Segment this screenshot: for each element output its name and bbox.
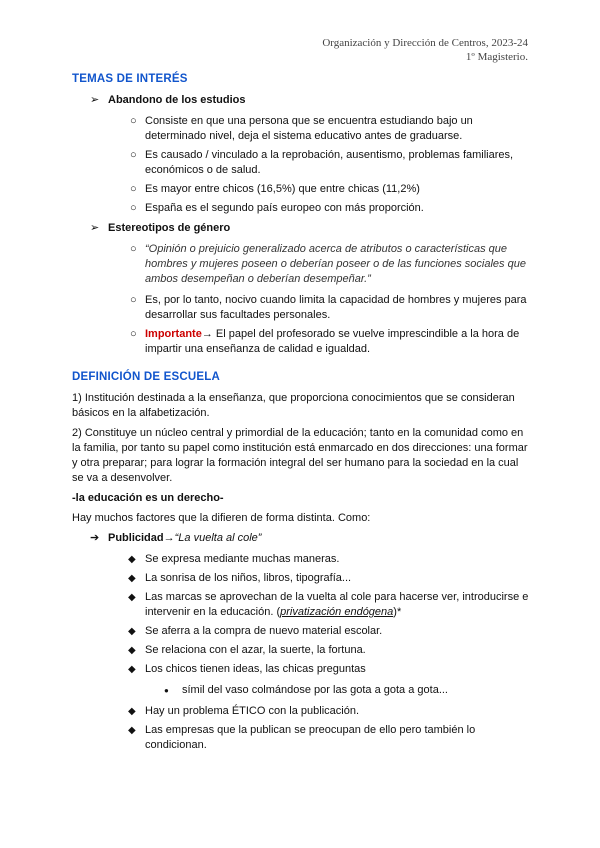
- circle-bullet-icon: ○: [130, 149, 137, 161]
- important-label: Importante: [145, 328, 202, 340]
- topic-title: Abandono de los estudios: [108, 94, 246, 106]
- list-item: [72, 662, 532, 677]
- publicidad-label: Publicidad: [108, 532, 164, 544]
- definition-paragraph-1: 1) Institución destinada a la enseñanza, que proporciona conocimientos que se consideran básicos en la alfabetización.: [72, 392, 515, 419]
- definition-quote: “Opinión o prejuicio generalizado acerca de atributos o características que hombres y mujeres poseen o deberían poseer o de las funciones sociales que ambos desempeñan o deberían desempeñar.”: [145, 243, 526, 285]
- arrow-marker-icon: ➢: [90, 94, 100, 106]
- list-item: [72, 201, 532, 216]
- list-item-text: España es el segundo país europeo con más proporción.: [145, 202, 424, 214]
- factores-intro: Hay muchos factores que la difieren de forma distinta. Como:: [72, 512, 371, 524]
- publicidad-quote: “La vuelta al cole”: [174, 532, 262, 544]
- circle-bullet-icon: ○: [130, 243, 137, 255]
- list-item-text: Se aferra a la compra de nuevo material escolar.: [145, 625, 383, 637]
- privatizacion-link: privatización endógena: [280, 606, 394, 618]
- diamond-bullet-icon: ◆: [128, 554, 136, 565]
- list-item: [72, 552, 532, 567]
- list-item-text: Se expresa mediante muchas maneras.: [145, 553, 340, 565]
- arrow-marker-icon: ➢: [90, 222, 100, 234]
- marcas-end: )*: [393, 606, 402, 618]
- list-item: [72, 242, 532, 287]
- circle-bullet-icon: ○: [130, 202, 137, 214]
- document-body: [72, 72, 532, 753]
- list-item-text: Es causado / vinculado a la reprobación, ausentismo, problemas familiares, económicos o de salud.: [145, 149, 514, 176]
- topic-heading: [72, 221, 532, 236]
- circle-bullet-icon: ○: [130, 328, 137, 340]
- list-item-text: Los chicos tienen ideas, las chicas preguntas: [145, 663, 366, 675]
- circle-bullet-icon: ○: [130, 115, 137, 127]
- publicidad-heading: [72, 531, 532, 546]
- list-item: [72, 182, 532, 197]
- etico-text: Hay un problema ÉTICO con la publicación.: [145, 705, 359, 717]
- circle-bullet-icon: ○: [130, 183, 137, 195]
- list-item: [72, 327, 532, 357]
- sub-list-item: [72, 683, 532, 698]
- list-item: [72, 590, 532, 620]
- empresas-text: Las empresas que la publican se preocupan de ello pero también lo condicionan.: [145, 724, 476, 751]
- diamond-bullet-icon: ◆: [128, 725, 136, 736]
- diamond-bullet-icon: ◆: [128, 706, 136, 717]
- list-item: [72, 723, 532, 753]
- marcas-text: Las marcas se aprovechan de la vuelta al cole para hacerse ver, introducirse e intervenir en la educación. (: [145, 591, 529, 618]
- diamond-bullet-icon: ◆: [128, 626, 136, 637]
- diamond-bullet-icon: ◆: [128, 664, 136, 675]
- section-title-definicion: DEFINICIÓN DE ESCUELA: [72, 371, 220, 383]
- list-item-text: La sonrisa de los niños, libros, tipografía...: [145, 572, 352, 584]
- derecho-note: -la educación es un derecho-: [72, 492, 224, 504]
- list-item: [72, 624, 532, 639]
- list-item: [72, 114, 532, 144]
- list-item: [72, 704, 532, 719]
- bold-arrow-icon: ➔: [90, 532, 100, 544]
- list-item-text: Es, por lo tanto, nocivo cuando limita la capacidad de hombres y mujeres para desarrollar sus facultades personales.: [145, 294, 527, 321]
- topic-heading: [72, 93, 532, 108]
- document-header: [322, 36, 528, 64]
- topic-title: Estereotipos de género: [108, 222, 231, 234]
- diamond-bullet-icon: ◆: [128, 645, 136, 656]
- diamond-bullet-icon: ◆: [128, 592, 136, 603]
- list-item-text: Se relaciona con el azar, la suerte, la fortuna.: [145, 644, 366, 656]
- simil-text: símil del vaso colmándose por las gota a gota a gota...: [182, 684, 448, 696]
- section-title-temas: TEMAS DE INTERÉS: [72, 73, 188, 85]
- publicidad-list: [72, 552, 532, 753]
- circle-bullet-icon: ○: [130, 294, 137, 306]
- important-text: El papel del profesorado se vuelve imprescindible a la hora de impartir una enseñanza de calidad e igualdad.: [145, 328, 520, 355]
- list-item: [72, 571, 532, 586]
- diamond-bullet-icon: ◆: [128, 573, 136, 584]
- course-level: 1º Magisterio.: [465, 51, 528, 63]
- right-arrow-icon: →: [163, 532, 175, 544]
- list-item: [72, 148, 532, 178]
- list-item: [72, 293, 532, 323]
- dot-bullet-icon: ●: [164, 686, 169, 695]
- course-title: Organización y Dirección de Centros, 2023-24: [322, 37, 528, 49]
- right-arrow-icon: →: [201, 328, 213, 340]
- list-item-text: Consiste en que una persona que se encuentra estudiando bajo un determinado nivel, deja el sistema educativo antes de graduarse.: [145, 115, 473, 142]
- list-item: [72, 643, 532, 658]
- definition-paragraph-2: 2) Constituye un núcleo central y primordial de la educación; tanto en la comunidad como en la familia, por tanto su papel como institución está enmarcado en dos direcciones: una formar y otra preparar; para lograr la formación integral del ser humano para la sociedad en la cual se va a desenvolver.: [72, 427, 528, 484]
- list-item-text: Es mayor entre chicos (16,5%) que entre chicas (11,2%): [145, 183, 420, 195]
